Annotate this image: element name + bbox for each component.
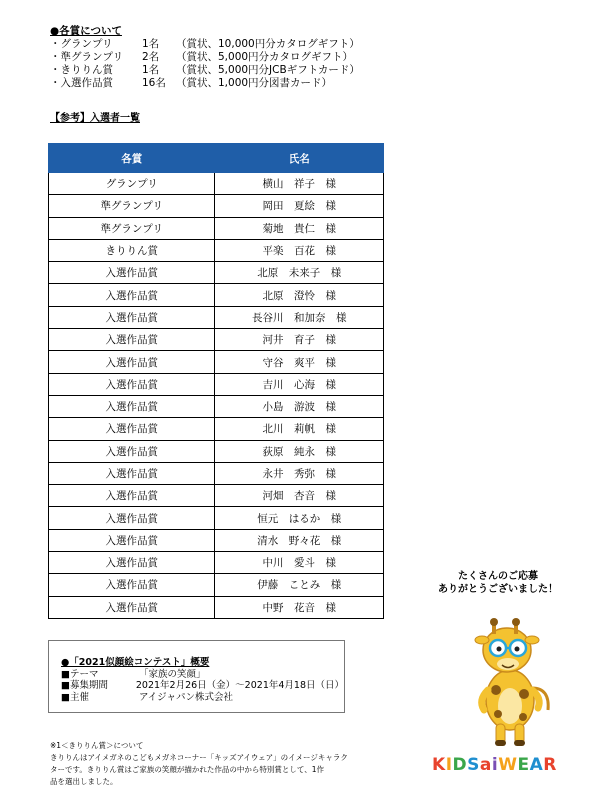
prize-count: 1名: [142, 64, 160, 76]
name-cell: 伊藤 ことみ 様: [215, 574, 384, 596]
contest-value: 「家族の笑顔」: [139, 668, 206, 680]
name-cell: 長谷川 和加奈 様: [215, 306, 384, 328]
prize-count: 1名: [142, 38, 160, 50]
name-cell: 岡田 夏絵 様: [215, 195, 384, 217]
prize-detail: （賞状、5,000円分カタログギフト）: [176, 51, 354, 63]
table-row: [49, 552, 384, 574]
award-cell: 入選作品賞: [49, 395, 215, 417]
prize-detail: （賞状、10,000円分カタログギフト）: [176, 38, 360, 50]
award-cell: 入選作品賞: [49, 529, 215, 551]
winners-body: [49, 173, 384, 619]
name-cell: 小島 游波 様: [215, 395, 384, 417]
contest-key: ■テーマ: [61, 668, 99, 680]
prizes-section: [50, 25, 360, 90]
footnote-line-4: 品を選出しました。: [50, 777, 118, 786]
table-row: [49, 262, 384, 284]
logo-letter: A: [529, 755, 544, 775]
table-row: [49, 284, 384, 306]
footnote-line-2: きりりんはアイメガネのこどもメガネコーナー「キッズアイウェア」のイメージキャラク: [50, 753, 348, 762]
contest-key: ■主催: [61, 691, 89, 703]
name-cell: 河畑 杏音 様: [215, 485, 384, 507]
logo-letter: S: [467, 755, 480, 775]
thanks-line-2: ありがとうございました！: [438, 584, 558, 595]
contest-title: ●「2021似顔絵コンテスト」概要: [61, 657, 210, 668]
thanks-message: [413, 570, 583, 596]
contest-row: [61, 680, 344, 692]
table-row: [49, 239, 384, 261]
table-row: [49, 596, 384, 618]
name-cell: 横山 祥子 様: [215, 173, 384, 195]
logo-letter: I: [445, 755, 453, 775]
name-cell: 清水 野々花 様: [215, 529, 384, 551]
prize-detail: （賞状、5,000円分JCBギフトカード）: [176, 64, 360, 76]
award-cell: 入選作品賞: [49, 329, 215, 351]
prize-name: ・きりりん賞: [50, 64, 113, 76]
award-cell: グランプリ: [49, 173, 215, 195]
table-row: [49, 195, 384, 217]
prize-count: 16名: [142, 77, 166, 89]
name-cell: 中野 花音 様: [215, 596, 384, 618]
logo-letter: K: [432, 755, 446, 775]
award-cell: 入選作品賞: [49, 262, 215, 284]
table-row: [49, 507, 384, 529]
name-cell: 北原 澄怜 様: [215, 284, 384, 306]
name-cell: 恒元 はるか 様: [215, 507, 384, 529]
contest-row: [61, 669, 344, 681]
table-row: [49, 351, 384, 373]
table-row: [49, 440, 384, 462]
footnote-line-1: ※1＜きりりん賞＞について: [50, 741, 144, 750]
kids-ai-wear-logo: [432, 755, 557, 775]
award-cell: 入選作品賞: [49, 284, 215, 306]
logo-letter: D: [452, 755, 468, 775]
table-row: [49, 418, 384, 440]
table-row: [49, 329, 384, 351]
logo-letter: R: [543, 755, 557, 775]
table-row: [49, 373, 384, 395]
prize-name: ・準グランプリ: [50, 51, 124, 63]
contest-row: [61, 692, 344, 704]
prize-name: ・入選作品賞: [50, 77, 113, 89]
award-cell: 入選作品賞: [49, 485, 215, 507]
award-cell: 入選作品賞: [49, 596, 215, 618]
name-cell: 永井 秀弥 様: [215, 462, 384, 484]
table-row: [49, 485, 384, 507]
table-row: [49, 173, 384, 195]
award-cell: 入選作品賞: [49, 440, 215, 462]
name-cell: 荻原 純永 様: [215, 440, 384, 462]
contest-rows: [61, 669, 344, 704]
giraffe-mascot-illustration: [462, 618, 557, 748]
logo-letter: E: [517, 755, 530, 775]
contest-value: 2021年2月26日（金）～2021年4月18日（日）: [135, 680, 344, 691]
name-cell: 菊地 貴仁 様: [215, 217, 384, 239]
name-cell: 河井 育子 様: [215, 329, 384, 351]
award-cell: 入選作品賞: [49, 507, 215, 529]
logo-letter: a: [479, 755, 492, 775]
prize-count: 2名: [142, 51, 160, 63]
column-header-name: 氏名: [215, 144, 384, 173]
logo-letter: W: [498, 755, 518, 775]
table-row: [49, 462, 384, 484]
name-cell: 守谷 爽平 様: [215, 351, 384, 373]
prizes-heading: ●各賞について: [50, 25, 122, 37]
award-cell: 入選作品賞: [49, 373, 215, 395]
table-row: [49, 529, 384, 551]
prize-detail: （賞状、1,000円分図書カード）: [176, 77, 333, 89]
name-cell: 平楽 百花 様: [215, 239, 384, 261]
award-cell: 入選作品賞: [49, 351, 215, 373]
table-row: [49, 574, 384, 596]
award-cell: 入選作品賞: [49, 418, 215, 440]
prize-row: [50, 77, 360, 90]
award-cell: 準グランプリ: [49, 217, 215, 239]
winners-title: 【参考】入選者一覧: [50, 113, 140, 124]
award-cell: 入選作品賞: [49, 552, 215, 574]
table-row: [49, 306, 384, 328]
prize-row: [50, 38, 360, 51]
contest-key: ■募集期間: [61, 680, 108, 691]
prize-name: ・グランプリ: [50, 38, 113, 50]
winners-table: [48, 143, 384, 619]
name-cell: 吉川 心海 様: [215, 373, 384, 395]
prize-row: [50, 51, 360, 64]
award-cell: きりりん賞: [49, 239, 215, 261]
name-cell: 北原 未来子 様: [215, 262, 384, 284]
prize-row: [50, 64, 360, 77]
table-header-row: [49, 144, 384, 173]
name-cell: 中川 愛斗 様: [215, 552, 384, 574]
name-cell: 北川 莉帆 様: [215, 418, 384, 440]
award-cell: 入選作品賞: [49, 462, 215, 484]
contest-summary-box: [48, 640, 345, 713]
table-row: [49, 217, 384, 239]
table-row: [49, 395, 384, 417]
thanks-line-1: たくさんのご応募: [458, 571, 538, 582]
footnote-line-3: ターです。きりりん賞はご家族の笑顔が描かれた作品の中から特別賞として、1作: [50, 765, 325, 774]
award-cell: 入選作品賞: [49, 574, 215, 596]
prize-list: [50, 38, 360, 90]
award-cell: 準グランプリ: [49, 195, 215, 217]
column-header-award: 各賞: [49, 144, 215, 173]
award-cell: 入選作品賞: [49, 306, 215, 328]
contest-value: アイジャパン株式会社: [139, 691, 233, 703]
logo-letter: i: [491, 755, 499, 775]
